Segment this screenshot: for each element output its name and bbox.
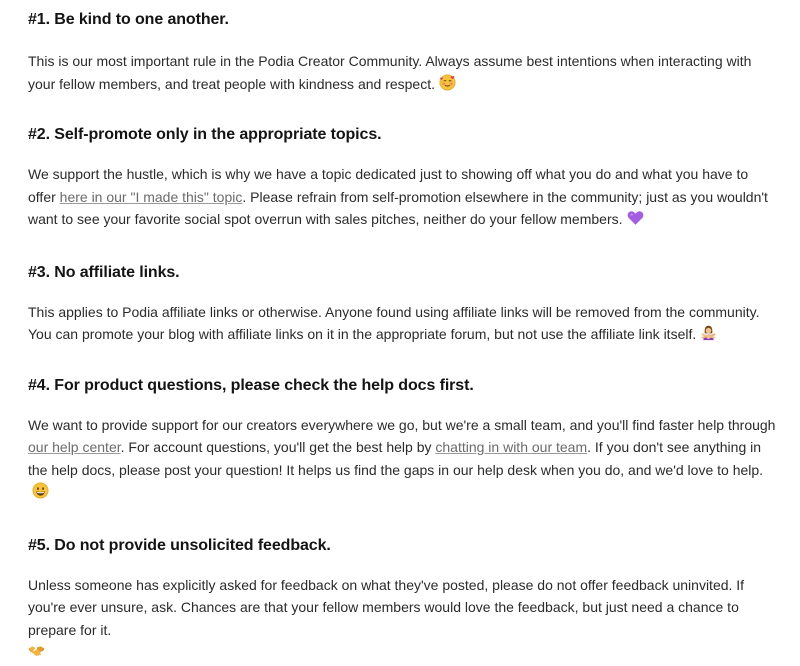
rule-5-body [28,556,776,666]
rule-4-text-part-3: . If you don't see anything in the help docs, please post your question! It helps us find the gaps in our help desk when you do, and we'd love to help. [28,439,764,478]
rule-4-text-part-1: We want to provide support for our creators everywhere we go, but we're a small team, and you'll find faster help through [28,416,776,433]
rule-4 [28,348,776,506]
rule-3-title: #3. No affiliate links. [28,263,180,281]
rule-2-body [28,145,776,233]
rule-1-body [28,30,776,97]
rule-3 [28,233,776,348]
smiling-face-with-hearts-icon [439,74,456,98]
rule-1-text: This is our most important rule in the Podia Creator Community. Always assume best intentions when interacting with your fellow members, and treat people with kindness and respect. [28,53,752,92]
rule-1 [28,0,776,97]
i-made-this-topic-link[interactable]: here in our "I made this" topic [59,188,243,205]
rule-2-title: #2. Self-promote only in the appropriate topics. [28,126,382,143]
rule-2-text-part-2: . Please refrain from self-promotion elsewhere in the community; just as you wouldn't want to see your favorite social spot overrun with sales pitches, neither do your fellow members. [28,188,768,227]
rule-4-text-part-2: . For account questions, you'll get the best help by [120,439,436,455]
grinning-face-icon [32,482,49,506]
handshake-icon [28,643,45,666]
rule-5 [28,506,776,666]
rule-1-title: #1. Be kind to one another. [28,11,229,28]
person-gesturing-no-icon [700,324,717,348]
rule-5-title: #5. Do not provide unsolicited feedback. [28,536,331,554]
rule-3-body [28,283,776,348]
rule-2-text-part-1: We support the hustle, which is why we have a topic dedicated just to showing off what you do and what you have to offer [28,166,749,205]
rule-4-title: #4. For product questions, please check the help docs first. [28,376,474,394]
chat-with-team-link[interactable]: chatting in with our team [435,439,588,455]
purple-heart-icon [627,210,644,233]
rule-3-text: This applies to Podia affiliate links or otherwise. Anyone found using affiliate links will be removed from the community. You can promote your blog with affiliate links on it in the appropriate forum, but not use the affiliate link itself. [28,303,760,342]
rule-2 [28,97,776,233]
help-center-link[interactable]: our help center [28,439,121,455]
rule-5-text: Unless someone has explicitly asked for feedback on what they've posted, please do not offer feedback uninvited. If you're ever unsure, ask. Chances are that your fellow members would love the feedback, but just need a chance to prepare for it. [28,576,745,638]
rule-4-body [28,396,776,506]
